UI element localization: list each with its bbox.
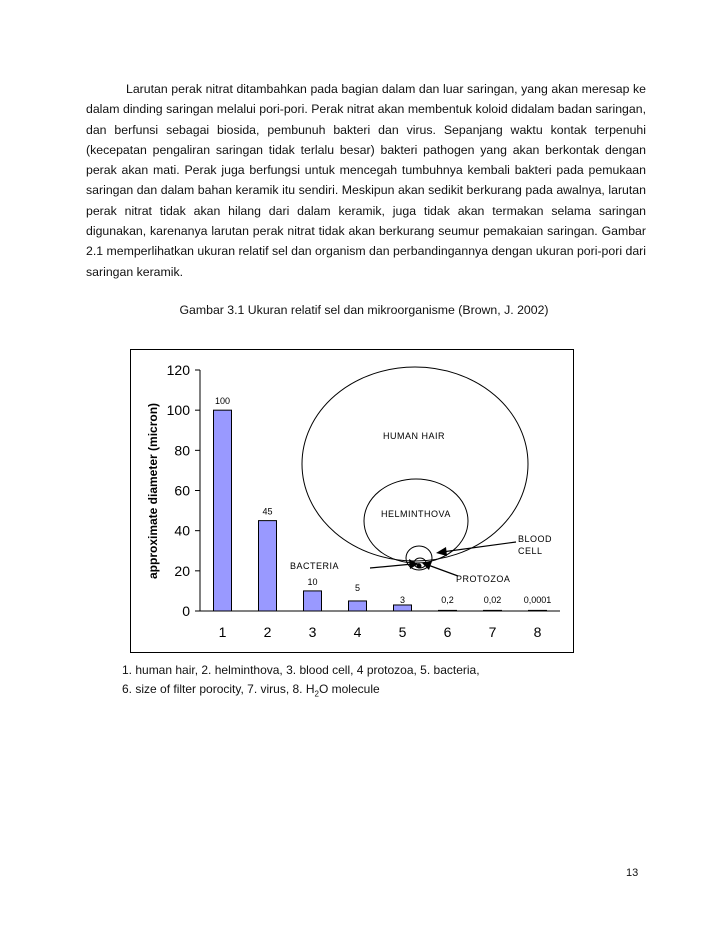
x-tick-label: 6	[443, 624, 452, 640]
x-tick-label: 4	[353, 624, 362, 640]
legend-line-2-end: O molecule	[318, 681, 380, 696]
figure-caption: Gambar 3.1 Ukuran relatif sel dan mikroorganisme (Brown, J. 2002)	[179, 303, 549, 317]
x-tick-label: 5	[398, 624, 407, 640]
blood-cell-annotation-line2: CELL	[518, 546, 543, 556]
blood-cell-annotation-line1: BLOOD	[518, 534, 553, 544]
bar-value-label: 100	[214, 396, 231, 407]
bar-value-label: 5	[354, 583, 361, 593]
size-comparison-chart	[130, 349, 574, 653]
protozoa-annotation: PROTOZOA	[456, 574, 511, 584]
bar	[394, 605, 412, 611]
bar	[484, 610, 502, 611]
x-tick-label: 2	[263, 624, 272, 640]
bar-value-label: 3	[399, 595, 406, 605]
chart-legend	[122, 661, 582, 703]
helminthova-annotation: HELMINTHOVA	[381, 509, 451, 519]
bar	[439, 610, 457, 611]
x-tick-label: 7	[488, 624, 497, 640]
x-tick-label: 8	[533, 624, 542, 640]
human-hair-annotation: HUMAN HAIR	[383, 431, 446, 441]
bar-value-label: 0,2	[441, 595, 454, 605]
x-tick-label: 3	[308, 624, 317, 640]
legend-subscript: 2	[314, 688, 319, 698]
bar	[214, 410, 232, 611]
bacteria-annotation: BACTERIA	[290, 561, 340, 571]
y-tick-label: 120	[166, 362, 190, 378]
y-axis-label: approximate diameter (micron)	[146, 402, 160, 580]
bar	[259, 521, 277, 611]
bar-value-label: 10	[307, 576, 318, 587]
legend-line-2	[122, 680, 582, 704]
bar-value-label: 0,0001	[523, 595, 552, 605]
legend-line-2-start: 6. size of filter porocity, 7. virus, 8. H	[122, 681, 315, 696]
bar-value-label: 0,02	[483, 595, 502, 605]
bar	[529, 610, 547, 611]
y-tick-label: 40	[174, 522, 190, 539]
body-paragraph: Larutan perak nitrat ditambahkan pada bagian dalam dan luar saringan, yang akan meresap ke dalam dinding saringan melalui pori-pori. Perak nitrat akan membentuk koloid didalam badan saringan, dan berfunsi sebagai biosida, pembunuh bakteri dan virus. Sepanjang waktu kontak terpenuhi (kecepatan pengaliran saringan tidak terlalu besar) bakteri pathogen yang akan berkontak dengan perak akan mati. Perak juga berfungsi untuk mencegah tumbuhnya kembali bakteri pada pemukaan saringan dan dalam bahan keramik itu sendiri. Meskipun akan sedikit berkurang pada awalnya, larutan perak nitrat tidak akan hilang dari dalam keramik, juga tidak akan termakan selama saringan digunakan, karenanya larutan perak nitrat tidak akan berkurang seumur pemakaian saringan. Gambar 2.1 memperlihatkan ukuran relatif sel dan organism dan perbandingannya dengan ukuran pori-pori dari saringan keramik.	[86, 82, 646, 279]
bar	[304, 591, 322, 611]
legend-line-1: 1. human hair, 2. helminthova, 3. blood cell, 4 protozoa, 5. bacteria,	[122, 663, 480, 677]
y-tick-label: 20	[174, 562, 190, 579]
x-tick-label: 1	[218, 624, 227, 640]
page-number: 13	[626, 867, 639, 879]
y-tick-label: 80	[174, 442, 190, 459]
y-tick-label: 60	[174, 482, 190, 499]
bar	[349, 601, 367, 611]
y-tick-label: 100	[166, 402, 190, 419]
y-tick-label: 0	[182, 603, 190, 619]
bar-value-label: 45	[262, 506, 273, 517]
